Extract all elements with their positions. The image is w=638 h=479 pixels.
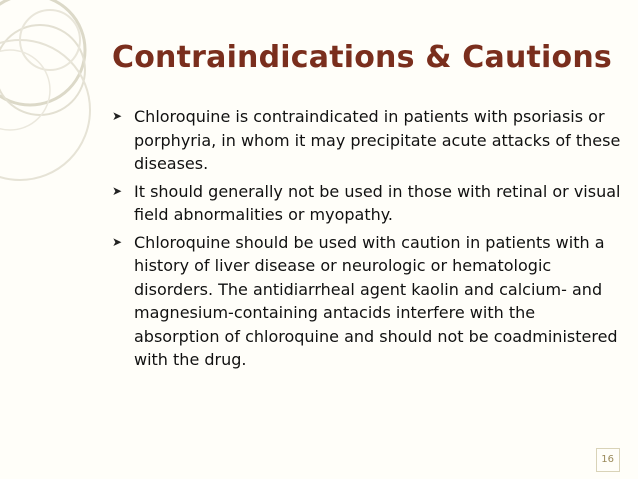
bullet-text: Chloroquine is contraindicated in patients with psoriasis or porphyria, in whom it may precipitate acute attacks of these diseases. bbox=[134, 107, 621, 173]
concentric-circles-decoration bbox=[0, 0, 123, 200]
bullet-item bbox=[112, 231, 622, 372]
bullet-item bbox=[112, 180, 622, 227]
arrow-bullet-icon: ➤ bbox=[112, 109, 123, 123]
bullet-list bbox=[112, 105, 622, 376]
bullet-item bbox=[112, 105, 622, 176]
arrow-bullet-icon: ➤ bbox=[112, 234, 123, 249]
slide-title: Contraindications & Cautions bbox=[112, 40, 612, 75]
bullet-text: It should generally not be used in those with retinal or visual field abnormalities or myopathy. bbox=[134, 181, 621, 224]
bullet-text: Chloroquine should be used with caution in patients with a history of liver disease or neurologic or hematologic disorders. The antidiarrheal agent kaolin and calcium- and magnesium-containing antacids interfere with the absorption of chloroquine and should not be coadministered with the drug. bbox=[134, 232, 618, 369]
page-number: 16 bbox=[601, 454, 614, 465]
arrow-bullet-icon: ➤ bbox=[112, 183, 123, 198]
